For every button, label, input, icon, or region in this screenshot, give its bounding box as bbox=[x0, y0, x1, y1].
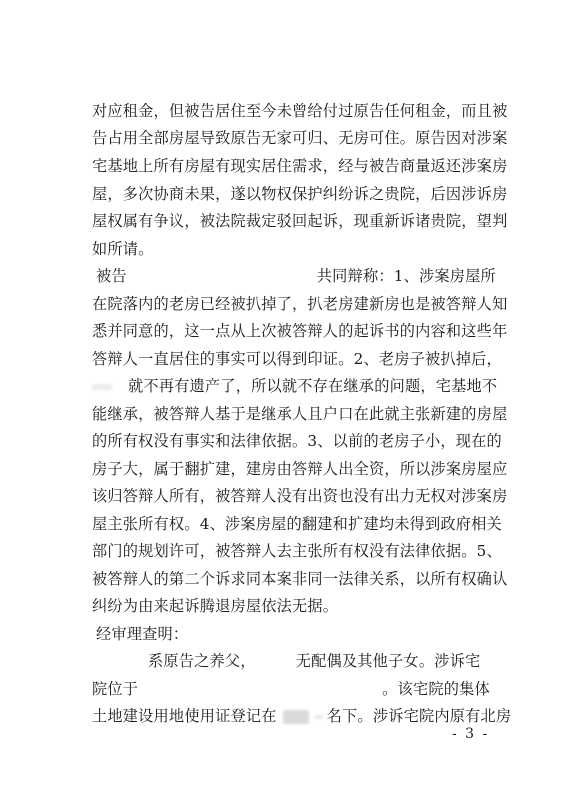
finding-heading-text: 经审理查明： bbox=[96, 625, 189, 643]
text-line: 能继承，被答辩人基于是继承人且户口在此就主张新建的房屋 bbox=[92, 405, 508, 423]
text-segment: 院位于 bbox=[92, 680, 139, 698]
text-line: 在院落内的老房已经被扒掉了，扒老房建新房也是被答辩人知 bbox=[92, 295, 508, 313]
redacted-name bbox=[92, 384, 112, 390]
finding-line bbox=[92, 651, 492, 671]
text-line bbox=[92, 376, 498, 396]
text-line: 屋权属有争议，被法院裁定驳回起诉，现重新诉诸贵院，望判 bbox=[92, 212, 508, 230]
redacted-name bbox=[283, 710, 309, 724]
text-line: 宅基地上所有房屋有现实居住需求，经与被告商量返还涉案房 bbox=[92, 157, 508, 175]
text-line: 房子大，属于翻扩建，建房由答辩人出全资，所以涉案房屋应 bbox=[92, 460, 508, 478]
defense-intro-text: 共同辩称：1、涉案房屋所 bbox=[316, 267, 496, 285]
text-line: 该归答辩人所有，被答辩人没有出资也没有出力无权对涉案房 bbox=[92, 487, 508, 505]
text-segment: 名下。涉诉宅院内原有北房 bbox=[326, 707, 512, 725]
text-line: 如所请。 bbox=[92, 240, 154, 258]
page-number: - 3 - bbox=[452, 726, 490, 742]
text-segment: 无配偶及其他子女。涉诉宅 bbox=[295, 652, 481, 670]
text-line: 对应租金，但被告居住至今未曾给付过原告任何租金，而且被 bbox=[92, 102, 508, 120]
defense-intro-label: 被告 bbox=[96, 267, 127, 285]
finding-line bbox=[92, 706, 512, 726]
text-segment: 。该宅院的集体 bbox=[382, 680, 490, 698]
text-line: 被答辩人的第二个诉求同本案非同一法律关系，以所有权确认 bbox=[92, 570, 508, 588]
defense-intro-line bbox=[92, 266, 496, 286]
text-line: 告占用全部房屋导致原告无家可归、无房可住。原告因对涉案 bbox=[92, 129, 508, 147]
text-line: 部门的规划许可，被答辩人去主张所有权没有法律依据。5、 bbox=[92, 542, 502, 560]
text-segment: 就不再有遗产了，所以就不存在继承的问题，宅基地不 bbox=[128, 377, 498, 395]
finding-heading bbox=[92, 624, 492, 644]
text-segment: 土地建设用地使用证登记在 bbox=[92, 707, 277, 725]
text-line: 悉并同意的，这一点从上次被答辩人的起诉书的内容和这些年 bbox=[92, 322, 508, 340]
text-line: 答辩人一直居住的事实可以得到印证。2、老房子被扒掉后， bbox=[92, 350, 502, 368]
text-line: 屋主张所有权。4、涉案房屋的翻建和扩建均未得到政府相关 bbox=[92, 515, 502, 533]
text-segment: 系原告之养父， bbox=[148, 652, 256, 670]
redacted-mark bbox=[315, 715, 323, 719]
text-line: 屋，多次协商未果，遂以物权保护纠纷诉之贵院，后因涉诉房 bbox=[92, 185, 508, 203]
text-line: 纠纷为由来起诉腾退房屋依法无据。 bbox=[92, 597, 339, 615]
finding-line bbox=[92, 679, 492, 699]
text-line: 的所有权没有事实和法律依据。3、以前的老房子小，现在的 bbox=[92, 432, 502, 450]
